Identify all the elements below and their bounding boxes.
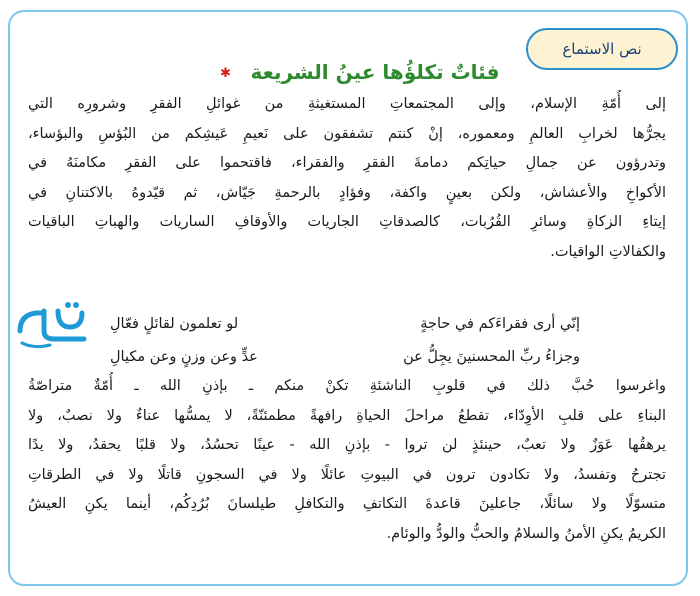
paragraph-1 [28, 90, 666, 267]
paragraph-line: إلى أُمّةِ الإسلام، وإلى المجتمعاتِ المستغيثةِ من غوائلِ الفقرِ وشرورِه التي [28, 96, 666, 112]
paragraph-line: والكفالاتِ الواقيات. [550, 243, 666, 260]
paragraph-line: يرهقُها عَوَزٌ ولا تعبٌ، حينئذٍ لن تروا - بإذنِ الله - عينًا تحسُدُ، ولا قلبًا يحقدُ، ولا يدًا [28, 437, 666, 453]
listening-text-badge [526, 28, 678, 70]
star-icon: ✱ [220, 66, 231, 81]
paragraph-line: الأكواخِ والأعشاش، ولكن بعينٍ واكفة، وفؤادٍ بالرحمةِ جَيّاش، ثم قيّدوهُ بالاكتنانِ في [28, 184, 666, 201]
paragraph-line: إيتاءِ الزكاةِ وسائرِ القُرُبات، كالصدقاتِ الجاريات والأوقافِ الساريات والهباتِ الباقيات [28, 214, 666, 230]
paragraph-line: البناءِ على قلبِ الأوِدّاء، تقطعُ مراحلَ الحياةِ رافهةً مطمئنّةً، لا يمسُّها عناءٌ ولا نصبٌ، ولا [28, 407, 666, 424]
paragraph-line: الكريمُ يكنِ الأمنُ والسلامُ والحبُّ والودُّ والوئام. [386, 525, 666, 542]
paragraph-line: واغرسوا حُبَّ ذلك في قلوبِ الناشئةِ تكنْ منكم ـ بإذنِ الله ـ أُمّةٌ متراصّةُ [28, 378, 666, 394]
poem-verses [110, 308, 580, 374]
paragraph-2 [28, 372, 666, 549]
verse-second-hemistich: عدٍّ وعن وزنٍ وعن مكيالِ [110, 349, 258, 365]
verse-second-hemistich: لو تعلمون لقائلٍ فعّالِ [110, 316, 239, 332]
verse-row [110, 308, 580, 341]
verse-first-hemistich: إنّي أرى فقراءَكم في حاجةٍ [420, 316, 580, 332]
verse-first-hemistich: وجزاءُ ربِّ المحسنينَ يجِلُّ عن [403, 349, 580, 365]
paragraph-line: وتدرؤون عن جمالِ حياتِكم دمامةَ الفقرِ والفقراء، فاقتحموا على الفقرِ مكامنَهُ في [28, 155, 666, 171]
verse-row [110, 341, 580, 374]
page-title: فئاتٌ تكلؤُها عينُ الشريعة [250, 60, 500, 84]
paragraph-line: يجرُّها لخرابِ العالمِ ومعموره، إنْ كنتم تشفقون على نَعيمِ عَيشِكم من البُؤسِ والبؤساء، [28, 125, 666, 142]
paragraph-line: تجترحُ وتفسدُ، ولا تكادون ترون في البيوتِ عائلًا ولا في السجونِ قاتلًا ولا في الطرقاتِ [28, 466, 666, 483]
website-logo-icon [14, 297, 92, 353]
badge-label: نص الاستماع [562, 40, 642, 58]
paragraph-line: متسوّلًا ولا سائلًا، جاعلينَ قاعدةَ التكاتفِ والتكافلِ طيلسانَ بُرُدِكُم، أينما يكنِ العيشُ [28, 496, 666, 512]
